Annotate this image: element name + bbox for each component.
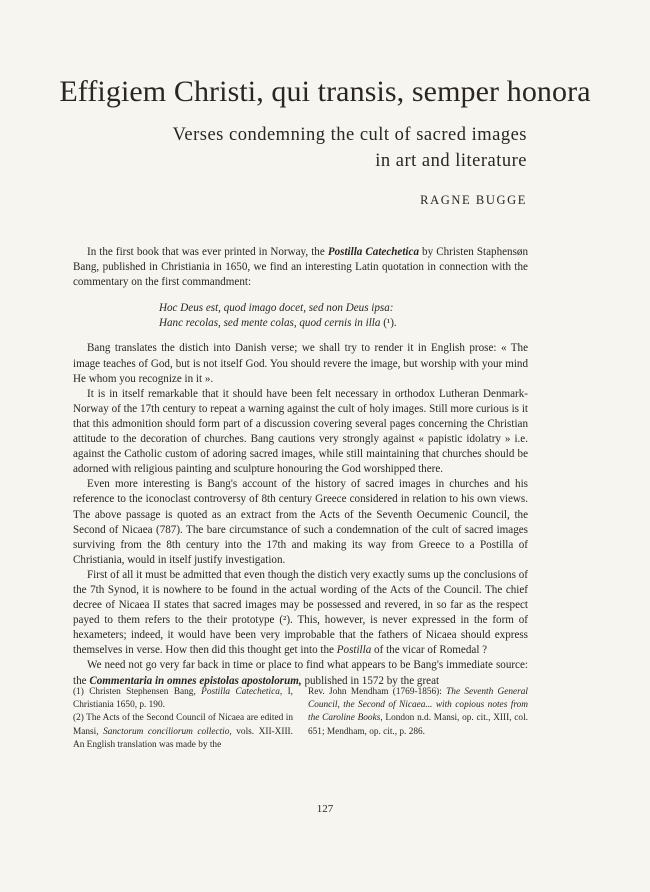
paragraph: It is in itself remarkable that it should have been felt necessary in orthodox Lutheran Denmark-Norway of the 17th century to repeat a warning against the cult of holy images. Still more curious is it that this admonition should form part of a discussion covering several pages concerning the Christian attitude to the decoration of churches. Bang cautions very strongly against « papistic idolatry » i.e. against the Catholic custom of adoring sacred images, while still maintaining that churches should be adorned with religious painting and sculpture honouring the God worshipped there. [73,387,528,476]
book-title: Postilla Catechetica [327,246,419,258]
article-subtitle [173,122,527,174]
paragraph: Bang translates the distich into Danish verse; we shall try to render it in English prose: « The image teaches of God, but is not itself God. You should revere the image, but worship with your mind He whom you recognize in it ». [73,342,528,385]
author-name: RAGNE BUGGE [420,193,527,207]
book-title: Commentaria in omnes epistolas apostolorum, [89,674,302,687]
article-title: Effigiem Christi, qui transis, semper honora [59,75,591,108]
italic-term: Postilla [336,644,372,657]
paragraph: First of all it must be admitted that even though the distich very exactly sums up the conclusions of the 7th Synod, it is nowhere to be found in the actual wording of the Acts of the Council. The chief decree of Nicaea II states that sacred images may be possessed and revered, in so far as the respect payed to them refers to the their prototype (²). This, however, is never expressed in the form of hexameters; indeed, it would have been very improbable that the fathers of Nicaea should express themselves in verse. How then did this thought get into the Postilla of the vicar of Romedal ? [73,568,528,657]
article-body [73,245,528,689]
footnotes [73,686,528,752]
verse-line: Hanc recolas, sed mente colas, quod cernis in illa (¹). [159,317,397,330]
footnote-column-right [308,686,528,752]
verse-line: Hoc Deus est, quod imago docet, sed non Deus ipsa: [159,302,394,315]
paragraph: Even more interesting is Bang's account of the history of sacred images in churches and his reference to the iconoclast controversy of 8th century Greece considered in relation to his own views. The above passage is quoted as an extract from the Acts of the Seventh Oecumenic Council, the Second of Nicaea (787). The bare circumstance of such a condemnation of the cult of sacred images surviving from the 8th century into the 17th and making its way from Greece to a Postilla of Christiania, would in itself justify investigation. [73,478,528,566]
footnote-ref: (¹). [380,317,397,330]
paragraph: We need not go very far back in time or place to find what appears to be Bang's immediate source: the Commentaria in omnes epistolas apostolorum, published in 1572 by the great [73,659,528,687]
page-number: 127 [316,803,334,815]
footnote-2-continued: Rev. John Mendham (1769-1856): The Seventh General Council, the Second of Nicaea... with copious notes from the Caroline Books, London n.d. Mansi, op. cit., XIII, col. 651; Mendham, op. cit., p. 286. [308,687,528,737]
latin-distich [159,301,528,331]
paragraph: In the first book that was ever printed in Norway, the Postilla Catechetica by Christen Staphensøn Bang, published in Christiania in 1650, we find an interesting Latin quotation in connection with the commentary on the first commandment: [73,246,528,289]
subtitle-line: in art and literature [375,151,527,171]
footnote-2: (2) The Acts of the Second Council of Nicaea are edited in Mansi, Sanctorum conciliorum collectio, vols. XII-XIII. An English translation was made by the [73,713,293,750]
subtitle-line: Verses condemning the cult of sacred images [172,125,527,145]
footnote-1: (1) Christen Stephensen Bang, Postilla Catechetica, I, Christiania 1650, p. 190. [73,687,293,711]
footnote-column-left [73,686,293,752]
